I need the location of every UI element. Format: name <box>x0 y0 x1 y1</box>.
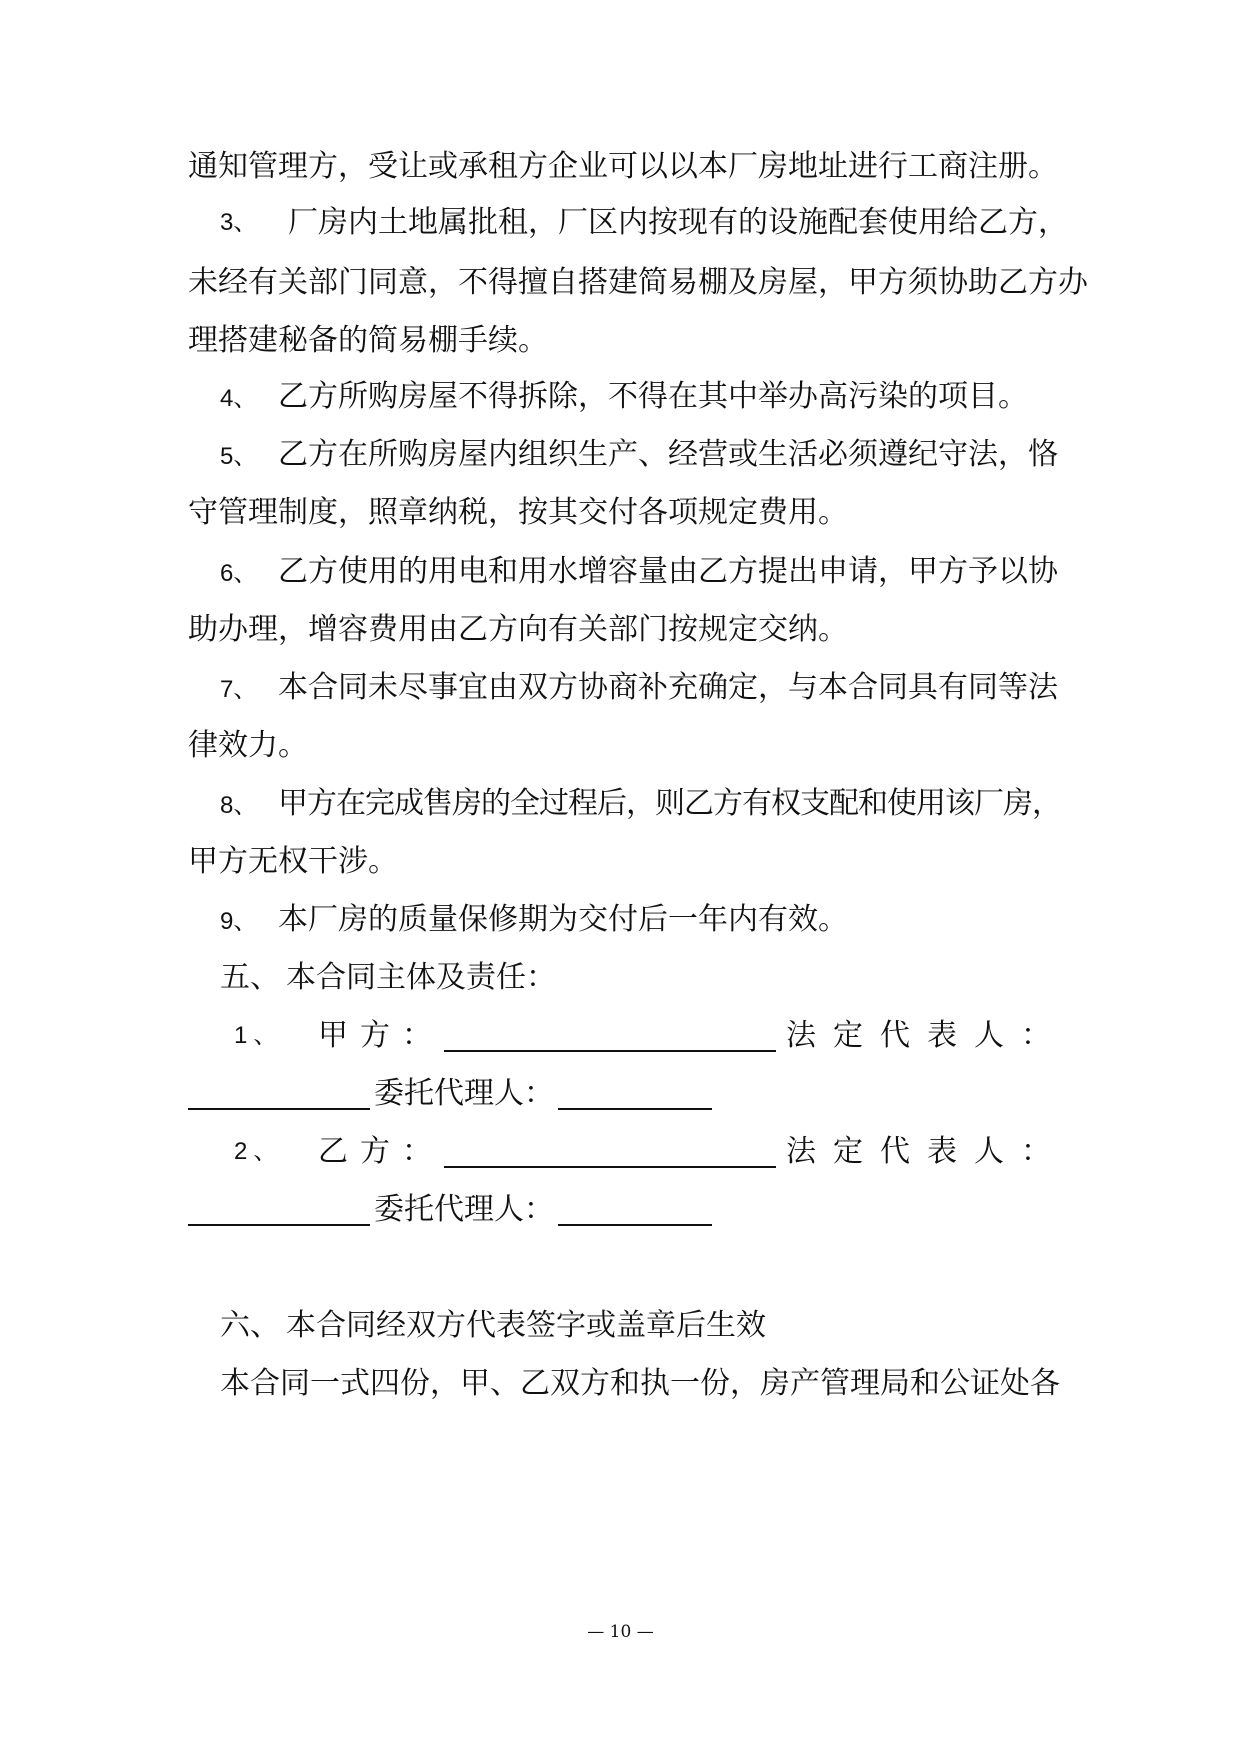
clause-text: 厂房内土地属批租，厂区内按现有的设施配套使用给乙方， <box>288 205 1068 240</box>
paragraph-line <box>220 1364 1100 1404</box>
clause-text: 本合同未尽事宜由双方协商补充确定，与本合同具有同等法 <box>278 670 1058 705</box>
clause-7-line-2 <box>188 726 1068 766</box>
clause-3-line-3 <box>188 321 1068 361</box>
line-text: 本合同一式四份，甲、乙双方和执一份，房产管理局和公证处各 <box>220 1366 1060 1401</box>
clause-text: 乙方使用的用电和用水增容量由乙方提出申请，甲方予以协 <box>278 554 1058 589</box>
legal-rep-label: 法定代表人： <box>786 1018 1068 1053</box>
line-text: 通知管理方，受让或承租方企业可以以本厂房地址进行工商注册。 <box>188 149 1058 184</box>
clause-text: 甲方在完成售房的全过程后，则乙方有权支配和使用该厂房， <box>278 786 1061 821</box>
clause-number: 4、 <box>220 385 258 412</box>
party-number: 2、 <box>234 1138 284 1165</box>
paragraph-line <box>188 147 1068 187</box>
clause-7-line-1 <box>220 668 1100 710</box>
clause-number: 5、 <box>220 443 258 470</box>
party-a-name-blank[interactable] <box>444 1020 776 1052</box>
clause-number: 6、 <box>220 560 258 587</box>
clause-number: 3、 <box>220 209 258 236</box>
clause-text: 守管理制度，照章纳税，按其交付各项规定费用。 <box>188 495 848 530</box>
party-1-line-2 <box>188 1074 1068 1114</box>
clause-text: 本厂房的质量保修期为交付后一年内有效。 <box>278 902 848 937</box>
clause-text: 乙方所购房屋不得拆除，不得在其中举办高污染的项目。 <box>278 379 1028 414</box>
clause-text: 未经有关部门同意，不得擅自搭建简易棚及房屋，甲方须协助乙方办 <box>188 265 1088 300</box>
party-a-agent-blank[interactable] <box>558 1078 712 1110</box>
clause-8-line-2 <box>188 842 1068 882</box>
clause-5-line-1 <box>220 435 1100 477</box>
party-a-legal-rep-blank[interactable] <box>188 1078 370 1110</box>
clause-text: 律效力。 <box>188 728 308 763</box>
clause-text: 甲方无权干涉。 <box>188 844 398 879</box>
party-number: 1、 <box>234 1022 284 1049</box>
section-number: 六、 <box>220 1308 280 1343</box>
clause-8-line-1 <box>220 784 1100 826</box>
clause-4-line-1 <box>220 377 1100 419</box>
party-2-line-2 <box>188 1190 1068 1230</box>
clause-number: 7、 <box>220 676 258 703</box>
section-title: 本合同经双方代表签字或盖章后生效 <box>286 1308 766 1343</box>
party-b-name-blank[interactable] <box>444 1136 776 1168</box>
legal-rep-label: 法定代表人： <box>786 1134 1068 1169</box>
clause-5-line-2 <box>188 493 1068 533</box>
party-2-line-1 <box>188 1132 1068 1172</box>
clause-text: 乙方在所购房屋内组织生产、经营或生活必须遵纪守法，恪 <box>278 437 1058 472</box>
clause-number: 8、 <box>220 792 258 819</box>
clause-text: 理搭建秘备的简易棚手续。 <box>188 323 548 358</box>
section-5-heading <box>220 958 1100 998</box>
clause-text: 助办理，增容费用由乙方向有关部门按规定交纳。 <box>188 612 848 647</box>
party-b-agent-blank[interactable] <box>558 1194 712 1226</box>
party-label: 乙方： <box>317 1134 444 1169</box>
section-title: 本合同主体及责任： <box>286 960 556 995</box>
agent-label: 委托代理人： <box>374 1192 554 1227</box>
section-6-heading <box>220 1306 1100 1346</box>
clause-9-line-1 <box>220 900 1100 942</box>
section-number: 五、 <box>220 960 280 995</box>
party-1-line-1 <box>188 1016 1068 1056</box>
clause-number: 9、 <box>220 908 258 935</box>
clause-6-line-2 <box>188 610 1068 650</box>
agent-label: 委托代理人： <box>374 1076 554 1111</box>
clause-3-line-2 <box>188 263 1088 303</box>
clause-3-line-1 <box>220 203 1068 243</box>
page-number: — 10 — <box>587 1622 654 1642</box>
party-b-legal-rep-blank[interactable] <box>188 1194 370 1226</box>
clause-6-line-1 <box>220 552 1100 594</box>
party-label: 甲方： <box>317 1018 444 1053</box>
